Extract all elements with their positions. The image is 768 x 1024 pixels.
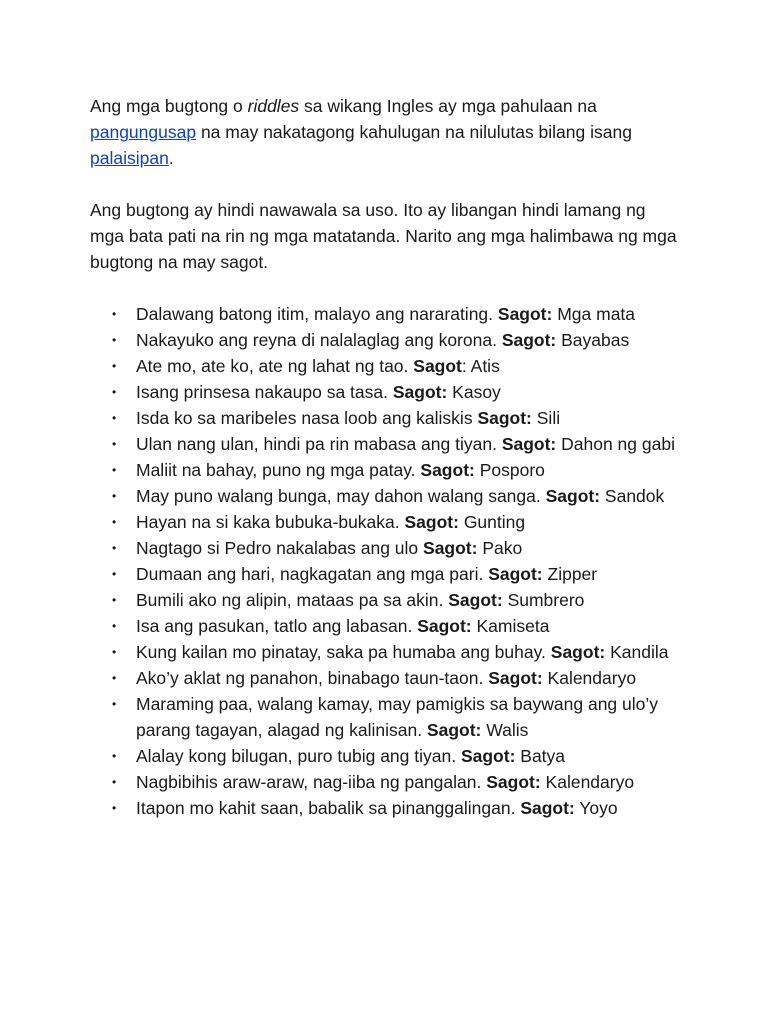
list-item	[90, 587, 680, 613]
riddle-answer: Dahon ng gabi	[556, 434, 675, 454]
answer-label: Sagot:	[392, 382, 448, 402]
list-item	[90, 379, 680, 405]
answer-label: Sagot:	[488, 564, 543, 584]
answer-label: Sagot:	[420, 460, 475, 480]
riddle-answer: Pako	[477, 538, 523, 558]
list-item	[90, 795, 680, 821]
bullet-icon: •	[112, 671, 117, 685]
intro-text-3: na may nakatagong kahulugan na nilulutas bilang isang	[196, 122, 632, 142]
intro-text-2: sa wikang Ingles ay mga pahulaan na	[299, 96, 597, 116]
list-item	[90, 457, 680, 483]
riddle-answer: Gunting	[458, 512, 526, 532]
bullet-icon: •	[112, 489, 117, 503]
riddle-question: Nagtago si Pedro nakalabas ang ulo	[136, 538, 424, 558]
list-item	[90, 327, 680, 353]
riddle-answer: Walis	[481, 720, 529, 740]
bullet-icon: •	[112, 437, 117, 451]
list-item	[90, 431, 680, 457]
answer-label: Sagot:	[497, 304, 553, 324]
riddle-question: Maliit na bahay, puno ng mga patay.	[136, 460, 421, 480]
riddle-answer: Sumbrero	[502, 590, 585, 610]
answer-label: Sagot:	[417, 616, 472, 636]
riddle-question: Dumaan ang hari, nagkagatan ang mga pari.	[136, 564, 489, 584]
riddle-answer: : Atis	[461, 356, 500, 376]
riddle-answer: Kasoy	[447, 382, 501, 402]
bullet-icon: •	[112, 333, 117, 347]
list-item	[90, 483, 680, 509]
bullet-icon: •	[112, 645, 117, 659]
bullet-icon: •	[112, 619, 117, 633]
link-pangungusap[interactable]: pangungusap	[90, 122, 197, 142]
answer-label: Sagot:	[426, 720, 482, 740]
riddle-answer: Kamiseta	[471, 616, 550, 636]
riddle-answer: Yoyo	[574, 798, 618, 818]
bullet-icon: •	[112, 593, 117, 607]
riddle-answer: Kalendaryo	[540, 772, 635, 792]
bullet-icon: •	[112, 541, 117, 555]
second-paragraph: Ang bugtong ay hindi nawawala sa uso. Ito ay libangan hindi lamang ng mga bata pati na rin ng mga matatanda. Narito ang mga halimbawa ng mga bugtong na may sagot.	[90, 200, 677, 272]
list-item	[90, 665, 680, 691]
answer-label: Sagot:	[501, 434, 557, 454]
answer-label: Sagot:	[488, 668, 543, 688]
riddle-answer: Mga mata	[552, 304, 636, 324]
link-palaisipan[interactable]: palaisipan	[90, 148, 169, 168]
list-item	[90, 353, 680, 379]
bullet-icon: •	[112, 801, 117, 815]
riddle-answer: Zipper	[542, 564, 598, 584]
list-item	[90, 301, 680, 327]
answer-label: Sagot:	[448, 590, 503, 610]
riddle-question: Isda ko sa maribeles nasa loob ang kaliskis	[136, 408, 478, 428]
riddle-question: Hayan na si kaka bubuka-bukaka.	[136, 512, 405, 532]
intro-paragraph	[90, 93, 680, 171]
answer-label: Sagot:	[520, 798, 575, 818]
answer-label: Sagot:	[501, 330, 557, 350]
bullet-icon: •	[112, 775, 117, 789]
riddle-question: Dalawang batong itim, malayo ang nararating.	[136, 304, 498, 324]
list-item	[90, 743, 680, 769]
riddle-answer: Batya	[515, 746, 566, 766]
bullet-icon: •	[112, 385, 117, 399]
answer-label: Sagot:	[423, 538, 478, 558]
riddle-question: Kung kailan mo pinatay, saka pa humaba ang buhay.	[136, 642, 551, 662]
riddle-question: Ate mo, ate ko, ate ng lahat ng tao.	[136, 356, 414, 376]
riddle-question: Isang prinsesa nakaupo sa tasa.	[136, 382, 393, 402]
answer-label: Sagot	[413, 356, 462, 376]
answer-label: Sagot:	[460, 746, 516, 766]
riddle-answer: Kandila	[605, 642, 669, 662]
riddle-answer: Sandok	[600, 486, 665, 506]
riddle-answer: Bayabas	[556, 330, 630, 350]
riddle-question: Itapon mo kahit saan, babalik sa pinanggalingan.	[136, 798, 521, 818]
bullet-icon: •	[112, 749, 117, 763]
answer-label: Sagot:	[404, 512, 459, 532]
list-item	[90, 535, 680, 561]
list-item	[90, 509, 680, 535]
list-item	[90, 561, 680, 587]
answer-label: Sagot:	[477, 408, 532, 428]
intro-text-1: Ang mga bugtong o	[90, 96, 248, 116]
bullet-icon: •	[112, 567, 117, 581]
riddle-question: Nakayuko ang reyna di nalalaglag ang korona.	[136, 330, 502, 350]
bullet-icon: •	[112, 515, 117, 529]
document-body	[90, 93, 680, 821]
riddle-question: Maraming paa, walang kamay, may pamigkis sa baywang ang ulo’y parang tagayan, alagad ng kalinisan.	[136, 694, 659, 740]
list-item	[90, 691, 680, 743]
bullet-icon: •	[112, 463, 117, 477]
riddle-question: Nagbibihis araw-araw, nag-iiba ng pangalan.	[136, 772, 487, 792]
list-item	[90, 613, 680, 639]
intro-italic-term: riddles	[247, 96, 300, 116]
riddle-question: Ako’y aklat ng panahon, binabago taun-taon.	[136, 668, 489, 688]
riddle-answer: Kalendaryo	[542, 668, 637, 688]
riddle-question: Ulan nang ulan, hindi pa rin mabasa ang tiyan.	[136, 434, 502, 454]
bullet-icon: •	[112, 697, 117, 711]
list-item	[90, 405, 680, 431]
riddle-list	[90, 301, 680, 821]
answer-label: Sagot:	[486, 772, 541, 792]
riddle-question: Isa ang pasukan, tatlo ang labasan.	[136, 616, 418, 636]
riddle-question: Bumili ako ng alipin, mataas pa sa akin.	[136, 590, 449, 610]
list-item	[90, 769, 680, 795]
list-item	[90, 639, 680, 665]
answer-label: Sagot:	[550, 642, 606, 662]
riddle-question: May puno walang bunga, may dahon walang sanga.	[136, 486, 546, 506]
bullet-icon: •	[112, 307, 117, 321]
bullet-icon: •	[112, 411, 117, 425]
answer-label: Sagot:	[545, 486, 601, 506]
riddle-answer: Posporo	[474, 460, 545, 480]
riddle-question: Alalay kong bilugan, puro tubig ang tiyan.	[136, 746, 461, 766]
riddle-answer: Sili	[531, 408, 561, 428]
intro-text-4: .	[168, 148, 174, 168]
bullet-icon: •	[112, 359, 117, 373]
